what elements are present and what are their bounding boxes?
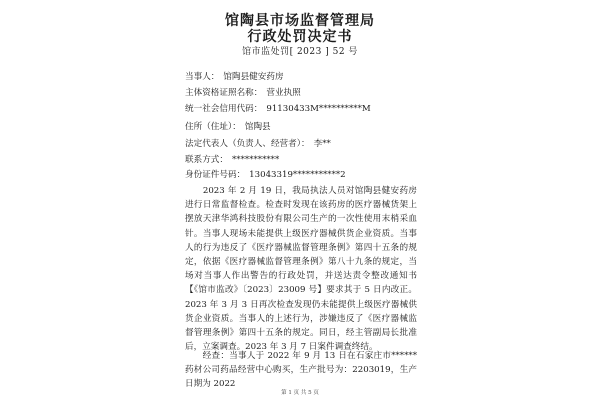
field-id-number — [185, 170, 346, 181]
field-label: 当事人： — [185, 72, 220, 82]
body-paragraph-facts: 2023 年 2 月 19 日，我局执法人员对馆陶县健安药房进行日常监督检查。检查时发现在该药房的医疗器械货架上摆放天津华鸿科技股份有限公司生产的一次性使用末梢采血针。当事人现场未能提供上级医疗器械供货企业资质。当事人的行为违反了《医疗器械监督管理条例》第四十五条的规定，依据《医疗器械监督管理条例》第八十九条的规定，当场对当事人作出警告的行政处罚，并送达责令整改通知书【《馆市监改》〔2023〕23009 号】要求其于 5 日内改正。2023 年 3 月 3 日再次检查发现仍未能提供上级医疗器械供货企业资质。当事人的上述行为，涉嫌违反了《医疗器械监督管理条例》第四十五条的规定。同日，经主管副局长批准后，立案调查。2023 年 3 月 7 日案件调查终结。 — [185, 186, 417, 353]
field-label: 法定代表人（负责人、经营者）： — [185, 139, 310, 149]
field-value: 李** — [313, 139, 331, 149]
field-label: 联系方式： — [185, 155, 228, 165]
field-value: 营业执照 — [266, 88, 301, 98]
field-label: 身份证件号码： — [185, 170, 246, 180]
field-value: 13043319***********2 — [249, 170, 346, 180]
field-party — [185, 72, 284, 83]
field-license-name — [185, 88, 301, 99]
field-value: 馆陶县 — [244, 122, 271, 132]
document-number: 馆市监处罚[ 2023 ] 52 号 — [242, 47, 358, 57]
field-label: 主体资格证照名称： — [185, 88, 263, 98]
field-address — [185, 122, 271, 133]
body-paragraph-findings: 经查：当事人于 2022 年 9 月 13 日在石家庄市******药材公司药品经营中心购买，生产批号为：2203019，生产日期为 2022 — [185, 351, 417, 390]
field-value: *********** — [231, 155, 280, 165]
document-title: 行政处罚决定书 — [247, 29, 353, 45]
field-contact — [185, 155, 279, 166]
field-legal-representative — [185, 139, 331, 150]
field-label: 统一社会信用代码： — [185, 104, 263, 114]
field-value: 馆陶县健安药房 — [223, 72, 284, 82]
agency-title: 馆陶县市场监督管理局 — [225, 13, 375, 29]
page-footer: 第 1 页 共 5 页 — [281, 390, 319, 396]
field-credit-code — [185, 104, 371, 115]
field-value: 91130433M**********M — [266, 104, 371, 114]
field-label: 住所（住址）： — [185, 122, 241, 132]
